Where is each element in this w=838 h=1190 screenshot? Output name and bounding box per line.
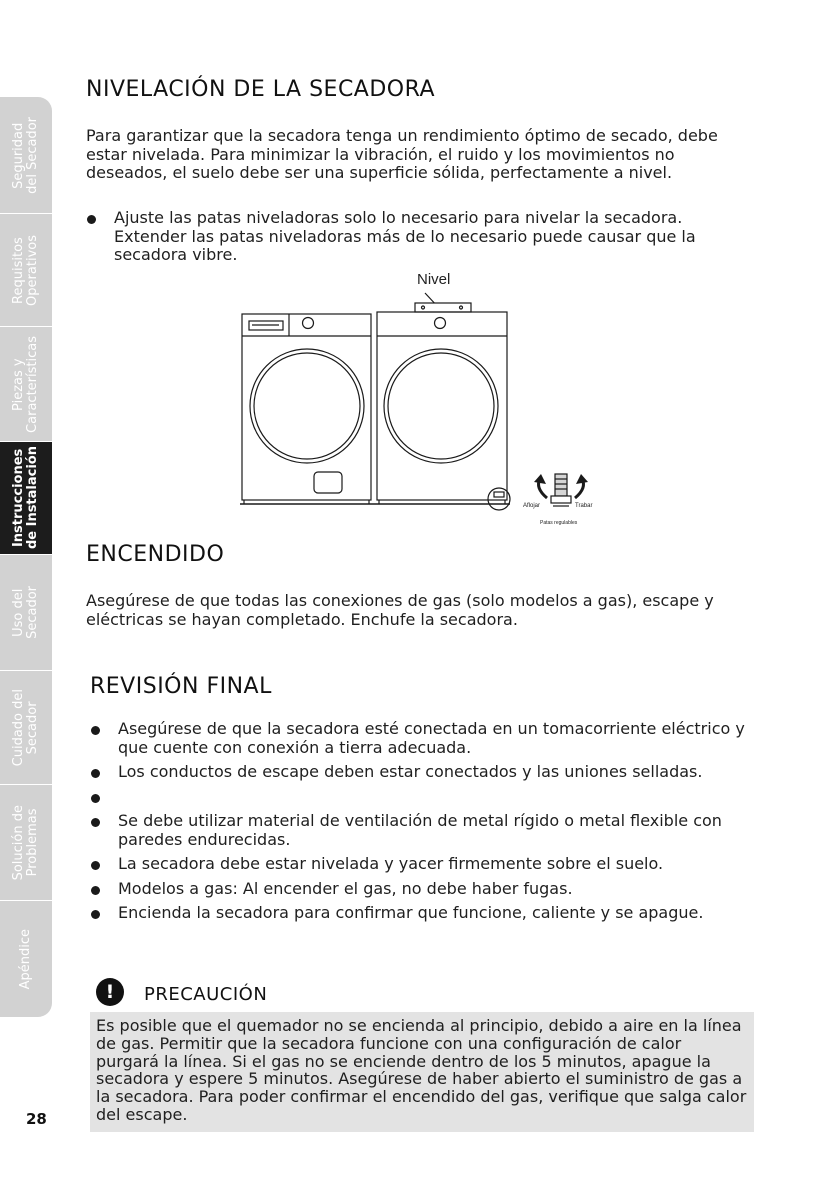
caution-title: PRECAUCIÓN (144, 984, 268, 1005)
tab-label: Seguridad del Secador (11, 116, 40, 194)
level-label: Nivel (417, 271, 451, 288)
dryer-body (377, 312, 507, 500)
exclamation-circle-icon: ! (96, 978, 124, 1006)
tab-label: Instrucciones de Instalación (11, 446, 40, 550)
leveling-title: NIVELACIÓN DE LA SECADORA (86, 77, 436, 102)
page-number: 28 (26, 1110, 47, 1128)
leveling-illustration (235, 266, 605, 530)
leveling-intro: Para garantizar que la secadora tenga un rendimiento óptimo de secado, debe estar nivelada. Para minimizar la vibración, el ruido y los movimientos no deseados, el suelo debe ser una superficie sólida, perfectamente a nivel. (86, 126, 718, 182)
washer-dryer-drawing (235, 266, 605, 530)
list-item: Se debe utilizar material de ventilación de metal rígido o metal flexible con paredes endurecidas. (88, 812, 758, 849)
tab-label: Requisitos Operativos (11, 234, 40, 306)
tab-label: Cuidado del Secador (11, 688, 40, 767)
leveling-bullets (84, 209, 754, 265)
tab-label: Apéndice (18, 928, 33, 990)
caution-text: Es posible que el quemador no se encienda al principio, debido a aire en la línea de gas. Permitir que la secadora funcione con una configuración de calor purgará la línea. Si el gas no se enciende dentro de los 5 minutos, apague la secadora y espere 5 minutos. Asegúrese de haber abierto el suministro de gas a la secadora. Para poder confirmar el encendido del gas, verifique que salga calor del escape. (90, 1012, 754, 1132)
dryer-knob (435, 318, 446, 329)
washer-knob (303, 318, 314, 329)
list-item: Los conductos de escape deben estar conectados y las uniones selladas. (88, 763, 758, 782)
loosen-label: Aflojar (523, 503, 541, 509)
washer-door (250, 349, 364, 463)
bullet-icon (91, 861, 100, 870)
bullet-icon (91, 726, 100, 735)
tab-uso[interactable] (0, 555, 52, 671)
tab-instalacion[interactable] (0, 442, 52, 555)
bullet-icon (91, 910, 100, 919)
list-item: Modelos a gas: Al encender el gas, no debe haber fugas. (88, 880, 758, 899)
list-item: Encienda la secadora para confirmar que funcione, caliente y se apague. (88, 904, 758, 923)
leveling-foot-icon (555, 474, 567, 496)
tighten-label: Trabar (575, 503, 593, 509)
tab-label: Piezas y Características (11, 335, 40, 433)
power-title: ENCENDIDO (86, 542, 225, 567)
final-check-title: REVISIÓN FINAL (90, 674, 272, 699)
list-item: La secadora debe estar nivelada y yacer firmemente sobre el suelo. (88, 855, 758, 874)
tab-label: Solución de Problemas (11, 804, 40, 881)
adjustable-feet-caption: Patas regulables (540, 520, 578, 526)
list-item: Ajuste las patas niveladoras solo lo necesario para nivelar la secadora. Extender las patas niveladoras más de lo necesario puede causar que la secadora vibre. (84, 209, 754, 265)
dryer-door (384, 349, 498, 463)
bullet-icon (91, 818, 100, 827)
bullet-icon (87, 215, 96, 224)
tab-requisitos[interactable] (0, 214, 52, 327)
bullet-icon (91, 769, 100, 778)
section-tabs (0, 97, 52, 1017)
tab-piezas[interactable] (0, 327, 52, 442)
tab-apendice[interactable] (0, 901, 52, 1017)
tab-seguridad[interactable] (0, 97, 52, 214)
final-check-bullets (88, 720, 758, 923)
washer-body (242, 314, 371, 500)
list-item (88, 788, 758, 807)
tab-solucion[interactable] (0, 785, 52, 901)
tab-label: Uso del Secador (11, 586, 40, 639)
list-item: Asegúrese de que la secadora esté conectada en un tomacorriente eléctrico y que cuente con conexión a tierra adecuada. (88, 720, 758, 757)
tab-cuidado[interactable] (0, 671, 52, 785)
washer-filter-door (314, 472, 342, 493)
bullet-icon (91, 886, 100, 895)
bullet-icon (91, 794, 100, 803)
power-text: Asegúrese de que todas las conexiones de gas (solo modelos a gas), escape y eléctricas se hayan completado. Enchufe la secadora. (86, 591, 714, 629)
